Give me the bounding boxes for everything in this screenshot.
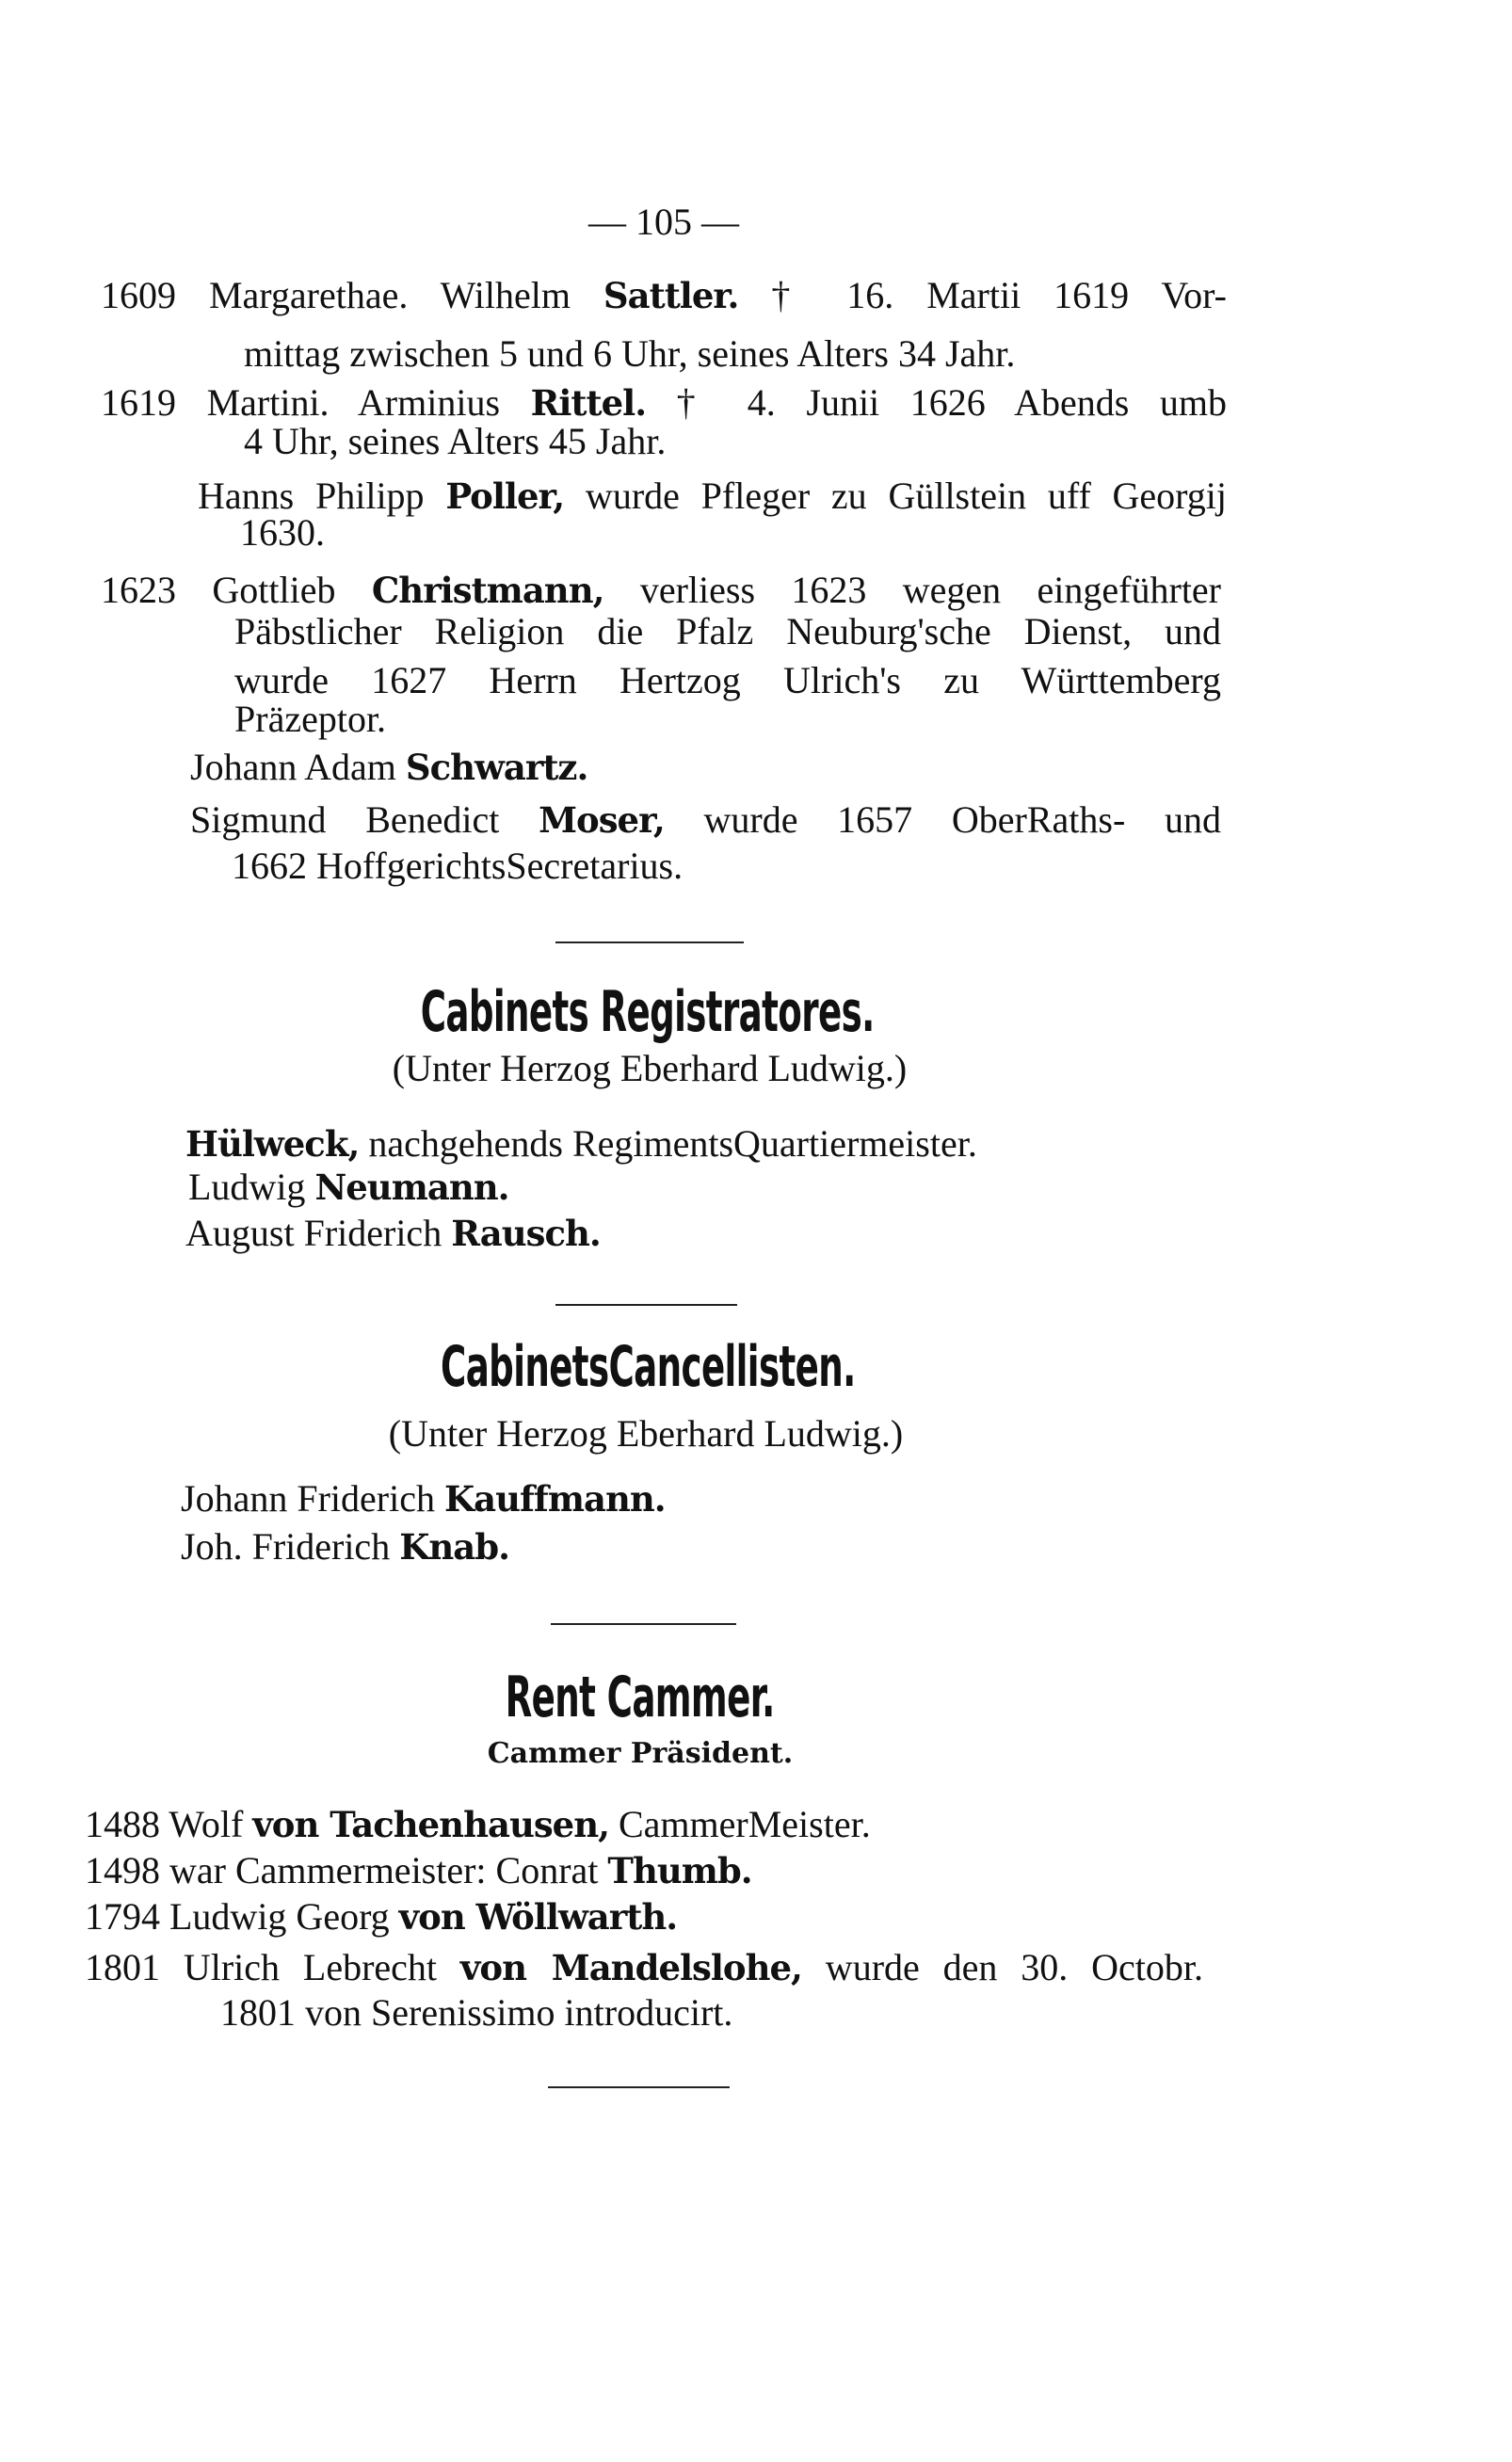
section-heading bbox=[0, 979, 1295, 1045]
line-text: 1794 Ludwig Georg bbox=[85, 1895, 399, 1938]
page-number: — 105 — bbox=[588, 201, 739, 243]
surname: von Wöllwarth. bbox=[398, 1896, 678, 1938]
line-text: Präzeptor. bbox=[234, 698, 387, 740]
entry-line bbox=[85, 1802, 871, 1847]
surname: Rittel. bbox=[530, 382, 647, 424]
line-text: verliess 1623 wegen eingeführter bbox=[603, 569, 1222, 611]
surname: Poller, bbox=[445, 475, 565, 517]
surname: Knab. bbox=[399, 1526, 509, 1568]
surname: Thumb. bbox=[607, 1850, 752, 1891]
heading-text: CabinetsCancellisten. bbox=[440, 1334, 856, 1400]
line-text: Hanns Philipp bbox=[198, 475, 446, 517]
line-text: 1498 war Cammermeister: Conrat bbox=[85, 1849, 608, 1891]
line-text: wurde Pfleger zu Güllstein uff Georgij bbox=[564, 475, 1228, 517]
entry-line bbox=[220, 1990, 732, 2036]
section-heading bbox=[0, 1665, 1280, 1730]
entry-line bbox=[85, 1945, 1203, 1990]
line-text: Päbstlicher Religion die Pfalz Neuburg'sche Dienst, und bbox=[234, 610, 1221, 652]
line-text: † 4. Junii 1626 Abends umb bbox=[646, 381, 1227, 424]
line-text: Johann Friderich bbox=[181, 1477, 444, 1520]
surname: Sattler. bbox=[603, 275, 739, 316]
surname: Moser, bbox=[539, 799, 665, 841]
surname: Kauffmann. bbox=[443, 1478, 666, 1520]
line-text: CammerMeister. bbox=[609, 1803, 871, 1845]
line-text: 1801 Ulrich Lebrecht bbox=[85, 1946, 460, 1988]
entry-line bbox=[181, 1476, 666, 1521]
line-text: 1623 Gottlieb bbox=[101, 569, 372, 611]
surname: Rausch. bbox=[451, 1213, 601, 1254]
entry-line bbox=[85, 1848, 752, 1893]
line-text: August Friderich bbox=[185, 1212, 452, 1254]
entry-line bbox=[101, 568, 1221, 613]
section-subtitle: (Unter Herzog Eberhard Ludwig.) bbox=[392, 1047, 908, 1089]
surname: Neumann. bbox=[314, 1167, 509, 1208]
line-text: 1619 Martini. Arminius bbox=[101, 381, 531, 424]
line-text: nachgehends RegimentsQuartiermeister. bbox=[359, 1122, 977, 1165]
surname: Christmann, bbox=[371, 570, 604, 611]
surname: von Mandelslohe, bbox=[459, 1947, 802, 1988]
entry-line bbox=[185, 1121, 977, 1167]
entry-line bbox=[188, 1165, 509, 1210]
section-subtitle: (Unter Herzog Eberhard Ludwig.) bbox=[388, 1412, 904, 1455]
section-heading bbox=[0, 1334, 1295, 1400]
line-text: 1801 von Serenissimo introducirt. bbox=[220, 1991, 733, 2034]
entry-line bbox=[244, 331, 1015, 377]
divider bbox=[555, 941, 744, 943]
entry-line bbox=[198, 474, 1227, 519]
line-text: wurde 1657 OberRaths- und bbox=[664, 798, 1222, 841]
surname: Schwartz. bbox=[405, 747, 588, 788]
line-text: Johann Adam bbox=[190, 746, 406, 788]
entry-line bbox=[240, 510, 325, 555]
entry-line bbox=[181, 1524, 509, 1569]
line-text: 1630. bbox=[240, 511, 325, 554]
heading-text: Rent Cammer. bbox=[505, 1665, 775, 1730]
entry-line bbox=[234, 609, 1221, 654]
divider bbox=[548, 2086, 730, 2088]
entry-line bbox=[232, 844, 683, 889]
entry-line bbox=[185, 1211, 601, 1256]
entry-line bbox=[101, 273, 1227, 318]
line-text: Sigmund Benedict bbox=[190, 798, 539, 841]
line-text: Joh. Friderich bbox=[181, 1525, 400, 1568]
surname: Hülweck, bbox=[185, 1123, 360, 1165]
entry-line bbox=[244, 419, 666, 464]
line-text: 1662 HoffgerichtsSecretarius. bbox=[232, 845, 684, 887]
line-text: mittag zwischen 5 und 6 Uhr, seines Alters 34 Jahr. bbox=[244, 332, 1016, 375]
divider bbox=[555, 1304, 737, 1306]
entry-line bbox=[190, 797, 1221, 843]
entry-line bbox=[234, 697, 386, 742]
line-text: 1609 Margarethae. Wilhelm bbox=[101, 274, 603, 316]
line-text: † 16. Martii 1619 Vor- bbox=[738, 274, 1227, 316]
line-text: wurde 1627 Herrn Hertzog Ulrich's zu Württemberg bbox=[234, 659, 1221, 701]
section-subtitle: Cammer Präsident. bbox=[487, 1737, 794, 1770]
entry-line bbox=[85, 1894, 677, 1939]
surname: von Tachenhausen, bbox=[252, 1804, 609, 1845]
entry-line bbox=[190, 745, 587, 790]
divider bbox=[551, 1623, 736, 1625]
heading-text: Cabinets Registratores. bbox=[421, 979, 875, 1045]
line-text: 1488 Wolf bbox=[85, 1803, 253, 1845]
line-text: wurde den 30. Octobr. bbox=[801, 1946, 1203, 1988]
line-text: Ludwig bbox=[188, 1166, 315, 1208]
line-text: 4 Uhr, seines Alters 45 Jahr. bbox=[244, 420, 667, 462]
